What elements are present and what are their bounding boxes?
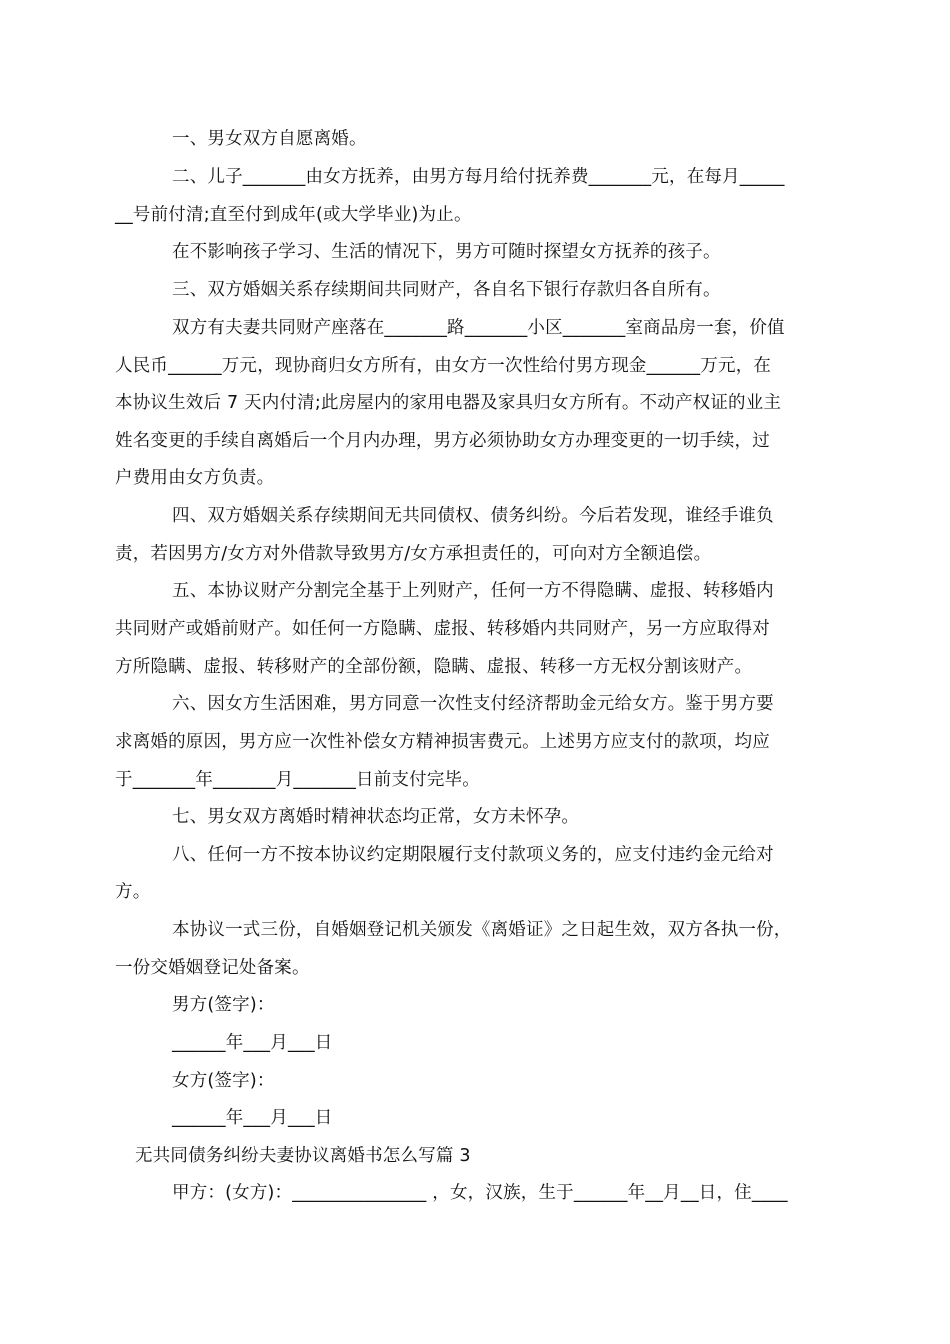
property-line-2: 人民币______万元，现协商归女方所有，由女方一次性给付男方现金______万元，在 [115,356,772,376]
clause-8-line-1: 八、任何一方不按本协议约定期限履行支付款项义务的，应支付违约金元给对 [172,845,774,865]
copies-line-2: 一份交婚姻登记处备案。 [115,958,310,978]
clause-5-line-2: 共同财产或婚前财产。如任何一方隐瞒、虚报、转移婚内共同财产，另一方应取得对 [115,619,770,639]
clause-7: 七、男女双方离婚时精神状态均正常，女方未怀孕。 [172,807,580,827]
clause-1: 一、男女双方自愿离婚。 [172,129,367,149]
clause-2-line-1: 二、儿子_______由女方抚养，由男方每月给付抚养费_______元，在每月_____ [172,167,785,187]
clause-5-line-1: 五、本协议财产分割完全基于上列财产，任何一方不得隐瞒、虚报、转移婚内 [172,581,774,601]
section-title: 无共同债务纠纷夫妻协议离婚书怎么写篇 3 [135,1146,471,1166]
clause-3: 三、双方婚姻关系存续期间共同财产，各自名下银行存款归各自所有。 [172,280,721,300]
party-a-line: 甲方：(女方)：_______________ ，女，汉族，生于______年__月__日，住____ [172,1183,788,1203]
clause-5-line-3: 方所隐瞒、虚报、转移财产的全部份额，隐瞒、虚报、转移一方无权分割该财产。 [115,657,753,677]
clause-2-line-2: __号前付清;直至付到成年(或大学毕业)为止。 [115,205,472,225]
clause-4-line-2: 责，若因男方/女方对外借款导致男方/女方承担责任的，可向对方全额追偿。 [115,544,712,564]
clause-6-line-3: 于_______年_______月_______日前支付完毕。 [115,770,480,790]
clause-6-line-2: 求离婚的原因，男方应一次性补偿女方精神损害费元。上述男方应支付的款项，均应 [115,732,770,752]
clause-6-line-1: 六、因女方生活困难，男方同意一次性支付经济帮助金元给女方。鉴于男方要 [172,694,774,714]
property-line-5: 户费用由女方负责。 [115,468,275,488]
clause-8-line-2: 方。 [115,882,151,902]
property-line-1: 双方有夫妻共同财产座落在_______路_______小区_______室商品房一套，价值 [172,318,785,338]
male-signature-label: 男方(签字)： [172,995,275,1015]
female-signature-date: ______年___月___日 [172,1108,333,1128]
property-line-3: 本协议生效后 7 天内付清;此房屋内的家用电器及家具归女方所有。不动产权证的业主 [115,393,782,413]
visitation-paragraph: 在不影响孩子学习、生活的情况下，男方可随时探望女方抚养的孩子。 [172,242,721,262]
copies-line-1: 本协议一式三份，自婚姻登记机关颁发《离婚证》之日起生效，双方各执一份， [172,920,792,940]
clause-4-line-1: 四、双方婚姻关系存续期间无共同债权、债务纠纷。今后若发现，谁经手谁负 [172,506,774,526]
property-line-4: 姓名变更的手续自离婚后一个月内办理，男方必须协助女方办理变更的一切手续，过 [115,431,770,451]
female-signature-label: 女方(签字)： [172,1071,275,1091]
male-signature-date: ______年___月___日 [172,1033,333,1053]
